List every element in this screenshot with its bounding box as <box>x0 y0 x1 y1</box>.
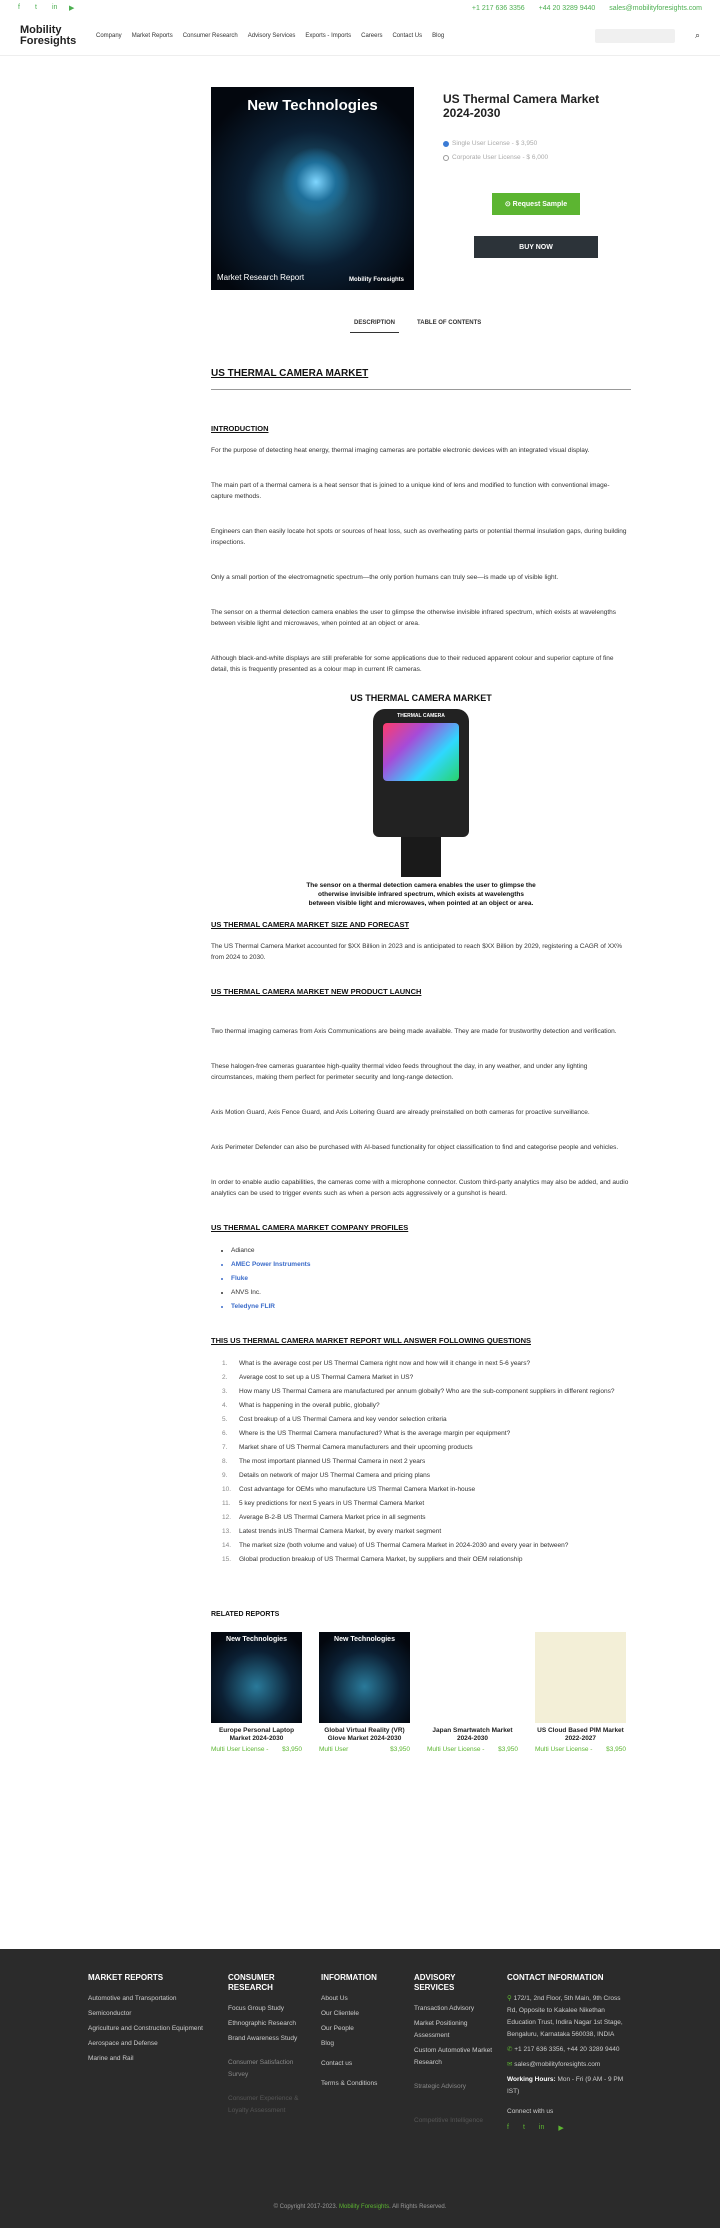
copyright: © Copyright 2017-2023. Mobility Foresights. All Rights Reserved. <box>273 2204 447 2210</box>
paragraph: Axis Perimeter Defender can also be purchased with AI-based functionality for object classification to find and categorise people and vehicles. <box>211 1144 619 1151</box>
list-item: 8. The most important planned US Thermal Camera in next 2 years <box>222 1458 426 1465</box>
search-input[interactable] <box>595 29 675 43</box>
footer-market-reports <box>88 1973 213 2068</box>
footer-link[interactable]: Contact us <box>321 2060 353 2067</box>
questions-list <box>211 1357 631 1567</box>
footer-link[interactable]: Marine and Rail <box>88 2055 134 2062</box>
footer-email[interactable]: ✉ sales@mobilityforesights.com <box>507 2061 601 2068</box>
camera-handle <box>401 837 441 877</box>
nav-item-careers[interactable]: Careers <box>361 32 383 39</box>
footer-heading: MARKET REPORTS <box>88 1973 164 1982</box>
cover-logo: Mobility Foresights <box>348 277 404 283</box>
figure-title: US THERMAL CAMERA MARKET <box>350 693 492 703</box>
nav-item-contact-us[interactable]: Contact Us <box>392 32 423 39</box>
location-icon: ⚲ <box>507 1995 514 2002</box>
intro-heading: INTRODUCTION <box>211 424 269 433</box>
nav-item-exports-imports[interactable]: Exports - Imports <box>305 32 352 39</box>
related-reports <box>211 1632 631 1753</box>
footer-link[interactable]: Brand Awareness Study <box>228 2035 298 2042</box>
footer-link[interactable]: Market Positioning Assessment <box>414 2020 468 2039</box>
footer-link[interactable]: Competitive Intelligence <box>414 2117 484 2124</box>
thermal-camera-image <box>373 709 469 837</box>
copyright-brand-link[interactable]: Mobility Foresights <box>339 2204 390 2210</box>
profiles-heading: US THERMAL CAMERA MARKET COMPANY PROFILES <box>211 1223 409 1232</box>
youtube-icon[interactable]: ▶ <box>558 2125 564 2132</box>
footer-link[interactable]: Custom Automotive Market Research <box>414 2047 493 2066</box>
footer-link[interactable]: Consumer Experience & Loyalty Assessment <box>228 2095 299 2114</box>
list-item: • Adiance <box>231 1244 631 1258</box>
footer-social <box>507 2124 632 2132</box>
footer-link[interactable]: Focus Group Study <box>228 2005 284 2012</box>
phone-icon: ✆ <box>507 2046 515 2053</box>
list-item: 10. Cost advantage for OEMs who manufacture US Thermal Camera Market in-house <box>222 1486 476 1493</box>
related-card[interactable] <box>427 1632 518 1753</box>
figure-caption: The sensor on a thermal detection camera enables the user to glimpse the otherwise invisible infrared spectrum, which exists at wavelengths between visible light and microwaves, when pointed at an object or area. <box>306 882 536 907</box>
tab-description[interactable]: DESCRIPTION <box>350 318 399 333</box>
related-license[interactable]: Multi User <box>319 1746 349 1753</box>
paragraph: Only a small portion of the electromagnetic spectrum—the only portion humans can truly see—is made up of visible light. <box>211 574 559 581</box>
license-corporate[interactable] <box>443 154 548 161</box>
footer <box>0 1949 720 2228</box>
top-bar <box>0 0 720 16</box>
tab-table-of-contents[interactable]: TABLE OF CONTENTS <box>417 320 482 326</box>
request-icon: ⊙ <box>504 201 513 208</box>
twitter-icon[interactable]: t <box>35 4 37 11</box>
footer-phone[interactable]: ✆ +1 217 636 3356, +44 20 3289 9440 <box>507 2046 620 2053</box>
paragraph: The main part of a thermal camera is a heat sensor that is joined to a unique kind of lens and modified to function with conventional image-capture methods. <box>211 482 610 500</box>
paragraph: Axis Motion Guard, Axis Fence Guard, and Axis Loitering Guard are already preinstalled on both cameras for proactive surveillance. <box>211 1109 590 1116</box>
paragraph: These halogen-free cameras guarantee high-quality thermal video feeds throughout the day, in any weather, and under any lighting circumstances, making them perfect for perimeter security and long-range detection. <box>211 1063 588 1081</box>
footer-link[interactable]: Our People <box>321 2025 354 2032</box>
related-cover[interactable]: New Technologies <box>211 1632 302 1723</box>
cover-graphic <box>281 147 351 217</box>
nav-item-consumer-research[interactable]: Consumer Research <box>182 32 238 39</box>
paragraph: The sensor on a thermal detection camera enables the user to glimpse the otherwise invisible infrared spectrum, which exists at wavelengths between visible light and microwaves, when pointed at an object or area. <box>211 609 617 627</box>
list-item: 1. What is the average cost per US Thermal Camera right now and how will it change in next 5-6 years? <box>222 1360 531 1367</box>
nav-item-market-reports[interactable]: Market Reports <box>131 32 173 39</box>
related-name[interactable]: Global Virtual Reality (VR) Glove Market 2024-2030 <box>324 1727 405 1742</box>
questions-heading: THIS US THERMAL CAMERA MARKET REPORT WILL ANSWER FOLLOWING QUESTIONS <box>211 1336 531 1345</box>
list-item[interactable]: • AMEC Power Instruments <box>231 1258 631 1272</box>
phone-link-1[interactable]: +1 217 636 3356 <box>471 4 525 12</box>
nav-menu <box>96 33 595 39</box>
footer-link[interactable]: Our Clientele <box>321 2010 359 2017</box>
list-item: 11. 5 key predictions for next 5 years in US Thermal Camera Market <box>222 1500 425 1507</box>
footer-link[interactable]: Automotive and Transportation <box>88 1995 177 2002</box>
related-reports-title: RELATED REPORTS <box>211 1611 280 1618</box>
license-single[interactable] <box>443 140 537 147</box>
license-single-label: Single User License - $ 3,950 <box>452 140 538 147</box>
footer-address: ⚲ 172/1, 2nd Floor, 5th Main, 9th Cross Rd, Opposite to Kakalee Nikethan Education Trust, Indira Nagar 1st Stage, Bengaluru, Karnataka 560038, INDIA <box>507 1995 623 2038</box>
product-cover-image <box>211 87 414 290</box>
search-icon[interactable]: ⌕ <box>694 30 700 40</box>
list-item[interactable]: • Fluke <box>231 1272 631 1286</box>
launch-heading: US THERMAL CAMERA MARKET NEW PRODUCT LAUNCH <box>211 987 422 996</box>
list-item: 7. Market share of US Thermal Camera manufacturers and their upcoming products <box>222 1444 473 1451</box>
phone-link-2[interactable]: +44 20 3289 9440 <box>538 4 596 12</box>
footer-link[interactable]: About Us <box>321 1995 348 2002</box>
footer-link[interactable]: Semiconductor <box>88 2010 132 2017</box>
linkedin-icon[interactable]: in <box>538 2124 545 2131</box>
paragraph: Two thermal imaging cameras from Axis Communications are being made available. They are made for trustworthy detection and verification. <box>211 1028 617 1035</box>
list-item: 14. The market size (both volume and value) of US Thermal Camera Market in 2024-2030 and every year in between? <box>222 1542 569 1549</box>
list-item: 5. Cost breakup of a US Thermal Camera and key vendor selection criteria <box>222 1416 447 1423</box>
buy-now-button[interactable]: BUY NOW <box>474 236 598 258</box>
list-item: 4. What is happening in the overall public, globally? <box>222 1402 380 1409</box>
list-item: 13. Latest trends inUS Thermal Camera Market, by every market segment <box>222 1528 442 1535</box>
nav-item-blog[interactable]: Blog <box>432 32 445 39</box>
footer-advisory <box>414 1973 494 2130</box>
camera-label: THERMAL CAMERA <box>397 713 445 719</box>
product-title: US Thermal Camera Market 2024-2030 <box>443 92 600 120</box>
company-list <box>211 1244 631 1314</box>
list-item: 15. Global production breakup of US Thermal Camera Market, by suppliers and their OEM relationship <box>222 1556 523 1563</box>
logo[interactable]: Mobility Foresights <box>20 23 77 47</box>
footer-link[interactable]: Aerospace and Defense <box>88 2040 158 2047</box>
related-card[interactable] <box>535 1632 626 1753</box>
footer-link[interactable]: Ethnographic Research <box>228 2020 296 2027</box>
paragraph: In order to enable audio capabilities, the cameras come with a microphone connector. Custom third-party analytics may also be added, and audio analytics can be used to trigger events such as when a person acts aggressively or a gunshot is heard. <box>211 1179 629 1197</box>
footer-hours: Working Hours: Mon - Fri (9 AM - 9 PM IST) <box>507 2076 624 2095</box>
footer-link[interactable]: Consumer Satisfaction Survey <box>228 2059 294 2078</box>
radio-single-icon[interactable] <box>443 141 449 147</box>
list-item: 3. How many US Thermal Camera are manufactured per annum globally? Who are the sub-component suppliers in different regions? <box>222 1388 615 1395</box>
paragraph: Although black-and-white displays are still preferable for some applications due to their reduced apparent colour and superior capture of fine detail, this is frequently presented as a colour map in current IR cameras. <box>211 655 614 673</box>
cover-title: New Technologies <box>247 97 378 114</box>
related-card[interactable] <box>211 1632 302 1753</box>
content-tabs <box>350 318 485 333</box>
list-item: 12. Average B-2-B US Thermal Camera Market price in all segments <box>222 1514 426 1521</box>
related-name[interactable]: Europe Personal Laptop Market 2024-2030 <box>218 1727 295 1742</box>
facebook-icon[interactable]: f <box>507 2124 509 2131</box>
camera-screen <box>383 723 459 781</box>
nav-item-advisory-services[interactable]: Advisory Services <box>247 32 296 39</box>
related-price: $3,950 <box>498 1746 518 1753</box>
related-cover[interactable] <box>427 1632 518 1723</box>
footer-heading: ADVISORY SERVICES <box>414 1973 456 1992</box>
twitter-icon[interactable]: t <box>522 2124 525 2131</box>
radio-corporate-icon[interactable] <box>443 155 449 161</box>
thermal-camera-figure <box>306 693 536 908</box>
list-item: 6. Where is the US Thermal Camera manufactured? What is the average margin per equipment? <box>222 1430 511 1437</box>
footer-link[interactable]: Strategic Advisory <box>414 2083 467 2090</box>
footer-consumer-research <box>228 1973 308 2120</box>
list-item: • ANVS Inc. <box>231 1286 631 1300</box>
request-sample-button[interactable] <box>492 193 580 215</box>
related-price: $3,950 <box>606 1746 626 1753</box>
social-links <box>18 4 77 12</box>
cover-footer: Market Research Report <box>217 273 305 282</box>
related-name[interactable]: US Cloud Based PIM Market 2022-2027 <box>537 1727 624 1742</box>
paragraph: The US Thermal Camera Market accounted for $XX Billion in 2023 and is anticipated to reach $XX Billion by 2029, registering a CAGR of XX% from 2024 to 2030. <box>211 943 623 961</box>
related-name[interactable]: Japan Smartwatch Market 2024-2030 <box>432 1727 513 1742</box>
related-license[interactable]: Multi User License - <box>211 1746 269 1753</box>
connect-label: Connect with us <box>507 2108 554 2115</box>
footer-contact <box>507 1973 632 2132</box>
footer-link[interactable]: Terms & Conditions <box>321 2080 378 2087</box>
linkedin-icon[interactable]: in <box>52 4 58 11</box>
related-license[interactable]: Multi User License - <box>427 1746 485 1753</box>
mail-icon: ✉ <box>507 2061 515 2068</box>
footer-heading: CONTACT INFORMATION <box>507 1973 604 1982</box>
email-link[interactable]: sales@mobilityforesights.com <box>609 4 702 12</box>
footer-information <box>321 1973 401 2093</box>
main-nav <box>0 16 720 56</box>
related-cover[interactable]: New Technologies <box>319 1632 410 1723</box>
youtube-icon[interactable]: ▶ <box>69 5 75 12</box>
list-item[interactable]: • Teledyne FLIR <box>231 1300 631 1314</box>
description-content <box>211 368 631 1753</box>
paragraph: For the purpose of detecting heat energy, thermal imaging cameras are portable electronic devices with an integrated visual display. <box>211 447 590 454</box>
footer-link[interactable]: Blog <box>321 2040 335 2047</box>
footer-heading: INFORMATION <box>321 1973 377 1982</box>
related-card[interactable] <box>319 1632 410 1753</box>
page-title: US THERMAL CAMERA MARKET <box>211 368 369 379</box>
footer-heading: CONSUMER RESEARCH <box>228 1973 275 1992</box>
license-corporate-label: Corporate User License - $ 6,000 <box>452 154 549 161</box>
list-item: 2. Average cost to set up a US Thermal Camera Market in US? <box>222 1374 414 1381</box>
divider <box>211 389 631 390</box>
footer-link[interactable]: Transaction Advisory <box>414 2005 475 2012</box>
request-sample-label: Request Sample <box>512 200 568 208</box>
related-price: $3,950 <box>282 1746 302 1753</box>
nav-item-company[interactable]: Company <box>96 32 122 39</box>
related-cover[interactable] <box>535 1632 626 1723</box>
size-heading: US THERMAL CAMERA MARKET SIZE AND FORECAST <box>211 920 410 929</box>
paragraph: Engineers can then easily locate hot spots or sources of heat loss, such as overheating parts or potential thermal insulation gaps, during building inspections. <box>211 528 627 546</box>
footer-link[interactable]: Agriculture and Construction Equipment <box>88 2025 203 2032</box>
facebook-icon[interactable]: f <box>18 4 20 11</box>
list-item: 9. Details on network of major US Thermal Camera and pricing plans <box>222 1472 430 1479</box>
related-price: $3,950 <box>390 1746 410 1753</box>
related-license[interactable]: Multi User License - <box>535 1746 593 1753</box>
